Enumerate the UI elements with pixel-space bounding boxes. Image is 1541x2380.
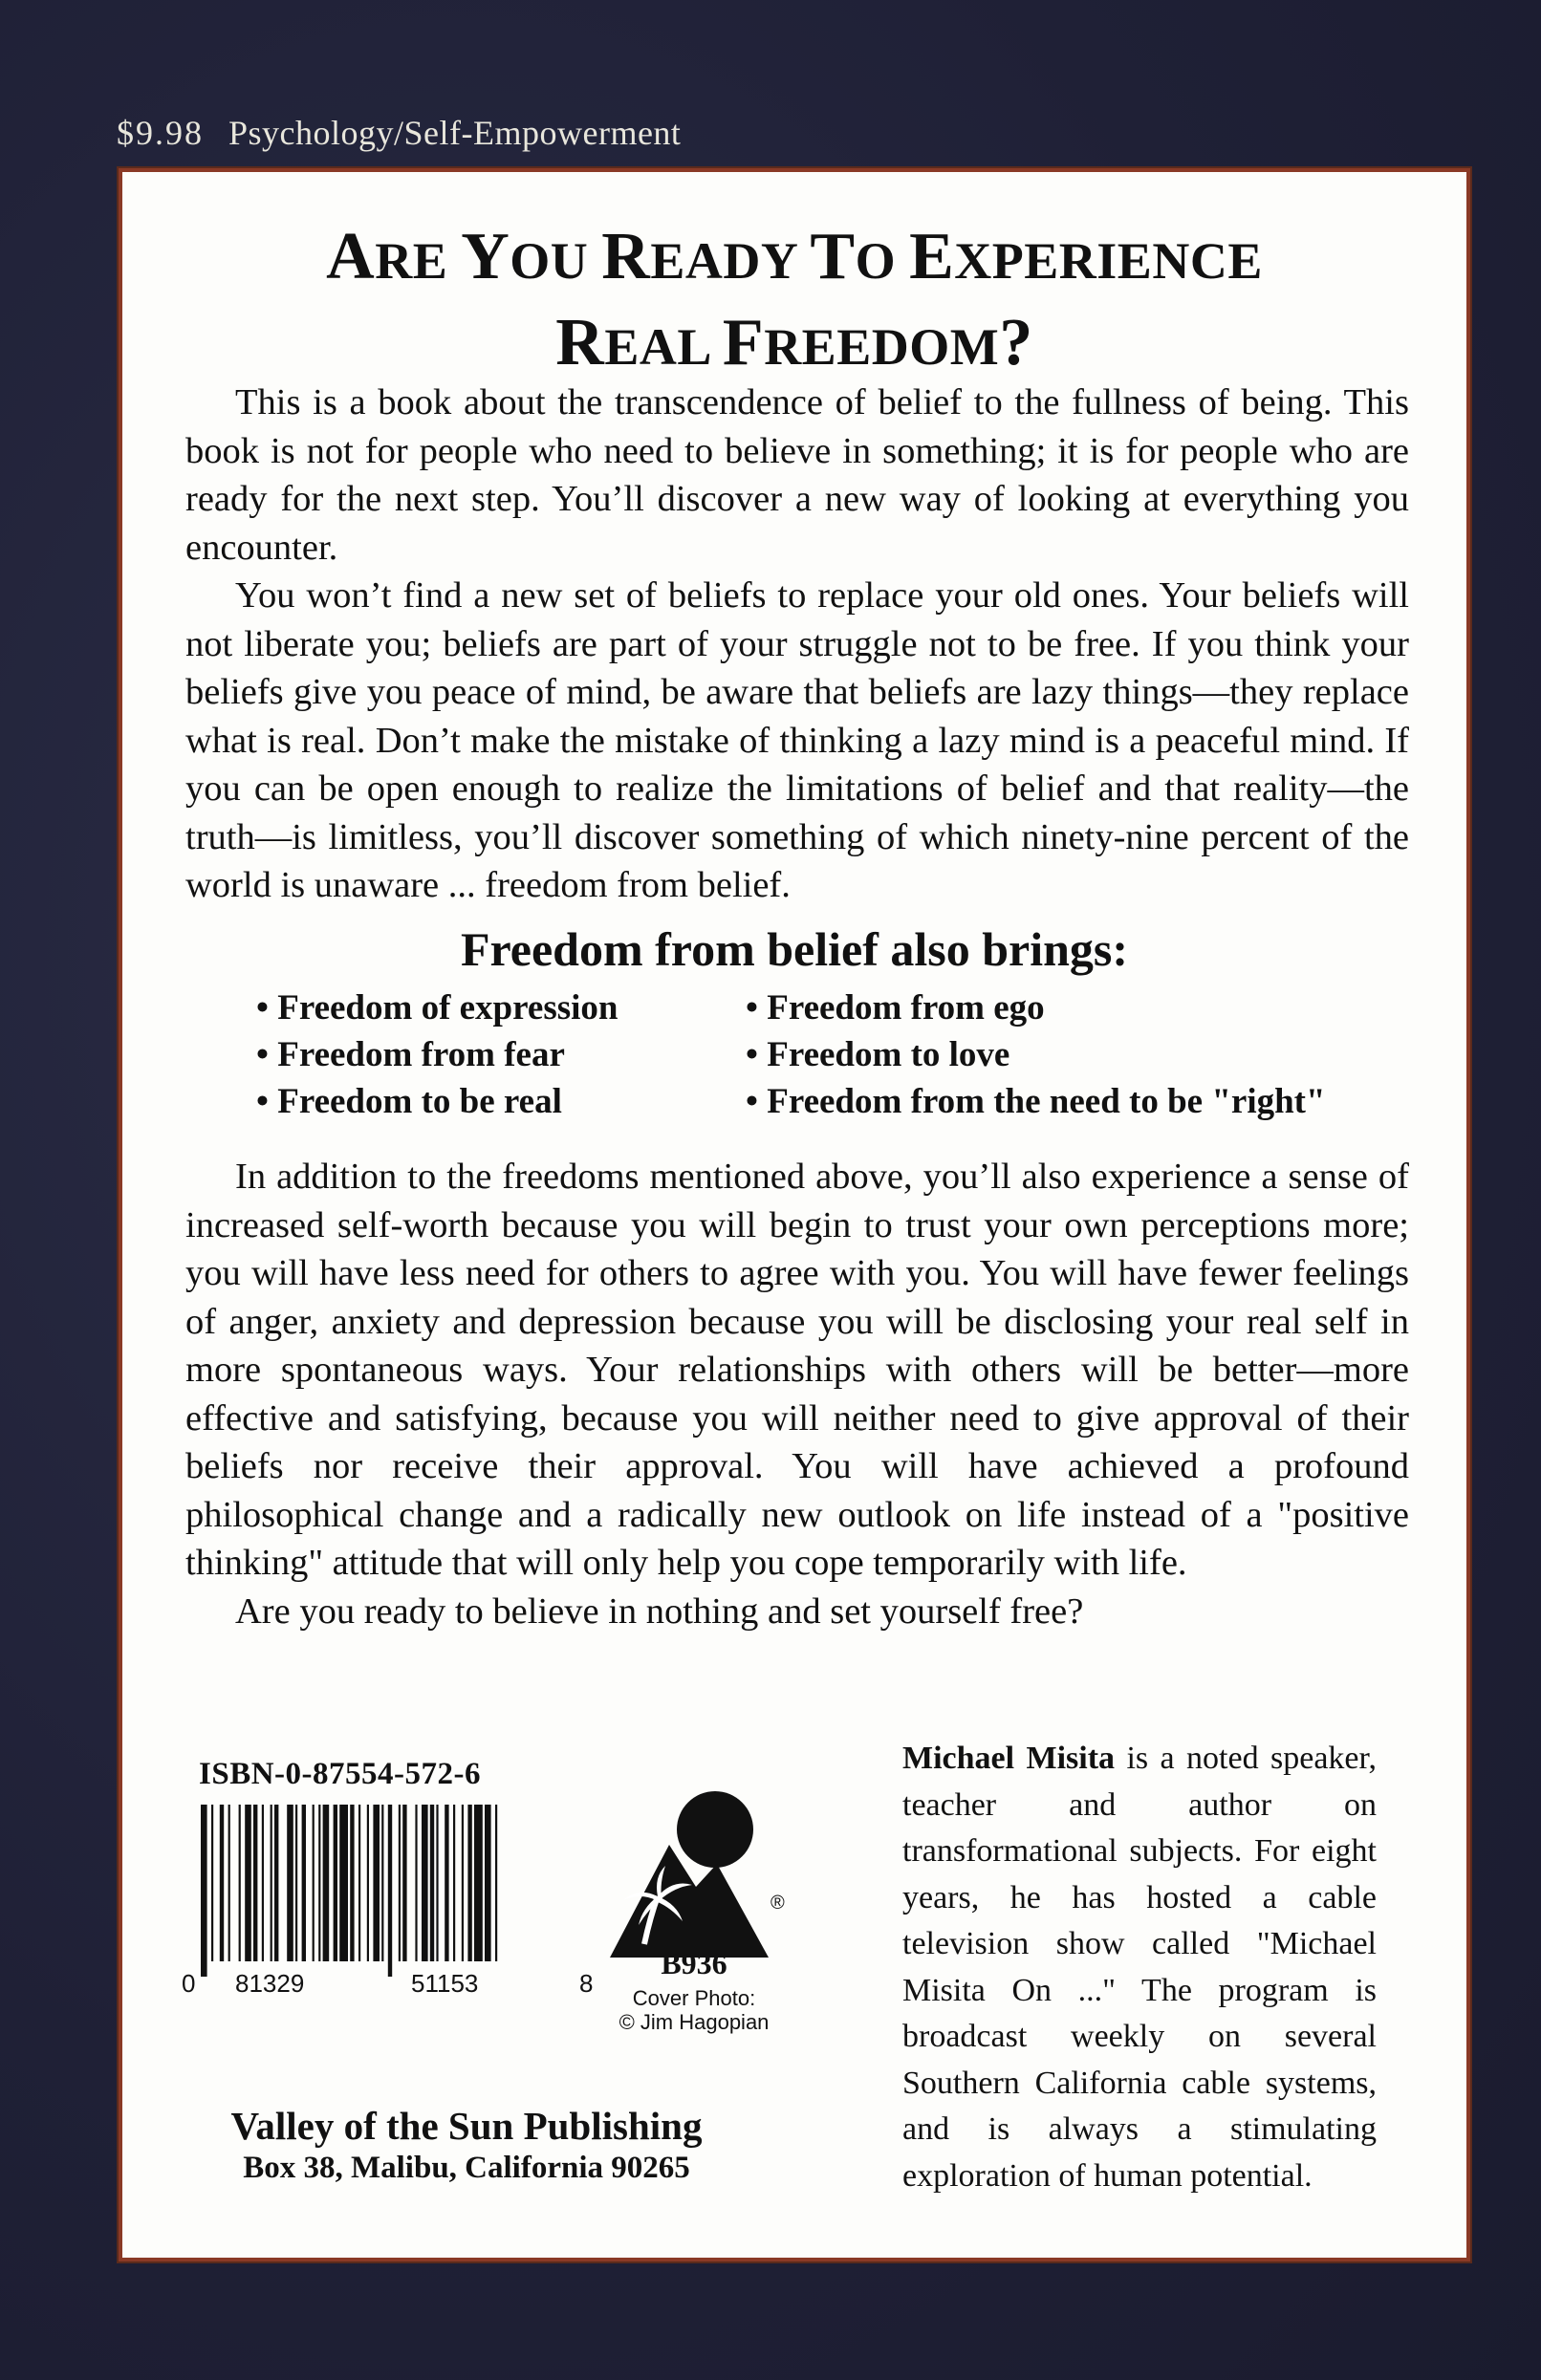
barcode-bar [388, 1805, 392, 1977]
barcode-bar [350, 1805, 354, 1961]
barcode-bar [445, 1805, 448, 1961]
headline-cap: Y [461, 220, 510, 293]
barcode-bar [220, 1805, 224, 1961]
barcode-bar [422, 1805, 428, 1961]
barcode-bar [201, 1805, 207, 1977]
barcode-bar [253, 1805, 257, 1961]
headline-small: EAL [604, 318, 723, 376]
headline-cap: A [326, 220, 376, 293]
barcode-bar [313, 1805, 315, 1961]
mountain-sun-palm-logo-icon [600, 1774, 772, 1965]
publisher-name: Valley of the Sun Publishing [230, 2104, 703, 2148]
headline-small: OU [510, 232, 602, 290]
barcode-bar [245, 1805, 251, 1961]
list-item: • Freedom of expression [256, 988, 746, 1028]
barcode-bar [381, 1805, 383, 1961]
barcode-bar [415, 1805, 417, 1961]
headline-cap: R [601, 220, 651, 293]
headline-cap: E [909, 220, 955, 293]
barcode-bar [295, 1805, 297, 1961]
paragraph: In addition to the freedoms mentioned above, you’ll also experience a sense of increased self-worth because you will begin to trust your own perceptions more; you will have less need for others to agree with you. You will have fewer feelings of anger, anxiety and depression because you will be disclosing your real self in more spontaneous ways. Your relationships with others will be better—more effective and satisfying, because you will neither need to give approval of their beliefs nor receive their approval. You will have achieved a profound philosophical change and a radically new outlook on life instead of a "positive thinking" attitude that will only help you cope temporarily with life. [185, 1157, 1409, 1583]
cover-photo-label: Cover Photo: [632, 1986, 756, 2010]
barcode-bar [485, 1805, 491, 1961]
cover-panel [119, 168, 1470, 2261]
headline [122, 216, 1466, 388]
paragraph: You won’t find a new set of beliefs to replace your old ones. Your beliefs will not liberate you; beliefs are part of your struggle not to be free. If you think your beliefs give you peace of mind, be aware that beliefs are lazy things—they replace what is real. Don’t make the mistake of thinking a lazy mind is a peaceful mind. If you can be open enough to realize the limitations of belief and that reality—the truth—is limitless, you’ll discover something of which ninety-nine percent of the world is unaware ... freedom from belief. [185, 575, 1409, 905]
barcode-digit-group: 51153 [411, 1969, 479, 1998]
category: Psychology/Self-Empowerment [228, 114, 682, 152]
headline-line-1 [122, 216, 1466, 302]
list-item: • Freedom from fear [256, 1035, 746, 1074]
cover-photo-credit [579, 1986, 809, 2034]
barcode-bar [430, 1805, 434, 1961]
headline-cap: T [810, 220, 856, 293]
paragraph: Are you ready to believe in nothing and set yourself free? [235, 1590, 1084, 1632]
barcode [182, 1805, 602, 1977]
registered-mark: ® [770, 1893, 785, 1914]
benefits-text [185, 1153, 1409, 1635]
headline-line-2 [122, 302, 1466, 388]
author-bio-text: is a noted speaker, teacher and author on transformational subjects. For eight years, he has hosted a cable television show called "Michael Misita On ..." The program is broadcast weekly on several Southern California cable systems, and is always a stimulating exploration of human potential. [902, 1741, 1377, 2194]
barcode-digit-group: 81329 [235, 1969, 305, 1998]
barcode-bar [436, 1805, 438, 1961]
headline-cap: ? [999, 306, 1033, 379]
barcode-bar [367, 1805, 369, 1961]
barcode-bar [474, 1805, 483, 1961]
author-bio [902, 1736, 1377, 2199]
freedoms-heading: Freedom from belief also brings: [460, 922, 1129, 976]
barcode-bar [262, 1805, 264, 1961]
barcode-bar [211, 1805, 213, 1961]
price: $9.98 [117, 114, 204, 152]
barcode-bar [358, 1805, 360, 1961]
publisher [122, 2103, 811, 2187]
barcode-bar [239, 1805, 241, 1961]
headline-small: EADY [650, 232, 811, 290]
headline-small: RE [375, 232, 462, 290]
barcode-bar [274, 1805, 278, 1961]
barcode-bar [453, 1805, 455, 1961]
list-item: • Freedom to love [746, 1035, 1403, 1074]
price-category-line [117, 113, 681, 153]
isbn: ISBN-0-87554-572-6 [199, 1757, 481, 1791]
barcode-bar [271, 1805, 272, 1961]
freedoms-list [256, 988, 1403, 1121]
cover-photo-name: © Jim Hagopian [619, 2010, 770, 2034]
barcode-bar [462, 1805, 464, 1961]
barcode-bar [287, 1805, 293, 1961]
headline-cap: R [555, 306, 605, 379]
headline-cap: F [722, 306, 765, 379]
barcode-bar [228, 1805, 230, 1961]
barcode-bar [399, 1805, 401, 1961]
author-name: Michael Misita [902, 1741, 1116, 1776]
book-code: B936 [661, 1946, 727, 1980]
barcode-bar [339, 1805, 348, 1961]
paragraph: This is a book about the transcendence of belief to the fullness of being. This book is not for people who need to believe in something; it is for people who are ready for the next step. You’ll discover a new way of looking at everything you encounter. [185, 382, 1409, 568]
list-item: • Freedom from the need to be "right" [746, 1082, 1403, 1121]
barcode-bar [373, 1805, 380, 1961]
list-item: • Freedom to be real [256, 1082, 746, 1121]
barcode-digit-group: 8 [579, 1969, 594, 1998]
barcode-bar [495, 1805, 497, 1961]
headline-small: REEDOM [764, 318, 1000, 376]
barcode-bar [402, 1805, 406, 1961]
headline-small: O [855, 232, 910, 290]
intro-text [185, 379, 1409, 910]
headline-small: XPERIENCE [954, 232, 1263, 290]
barcode-bar [318, 1805, 320, 1961]
barcode-bar [334, 1805, 337, 1961]
barcode-bar [302, 1805, 306, 1961]
publisher-address: Box 38, Malibu, California 90265 [243, 2151, 690, 2185]
barcode-bar [467, 1805, 471, 1961]
list-item: • Freedom from ego [746, 988, 1403, 1028]
barcode-bar [323, 1805, 330, 1961]
barcode-digit-group: 0 [182, 1969, 196, 1998]
